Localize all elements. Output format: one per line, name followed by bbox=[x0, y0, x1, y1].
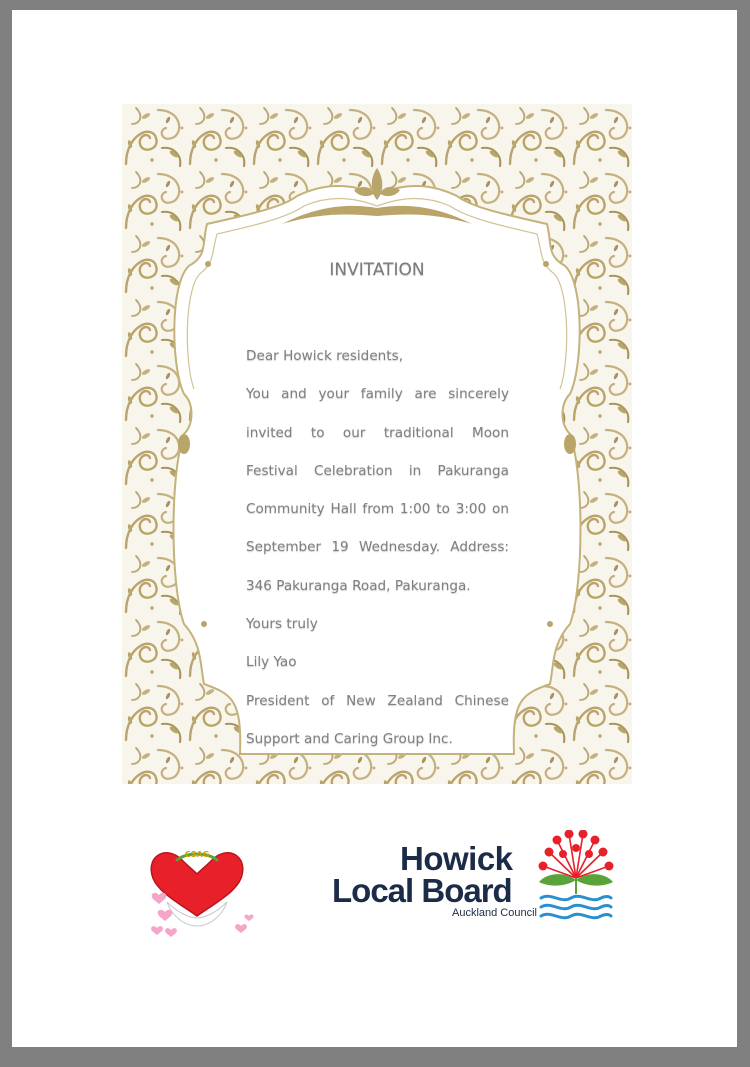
logo-text-auckland-council: Auckland Council bbox=[452, 907, 537, 919]
csag-badge-text: CSAG bbox=[184, 850, 210, 859]
invitation-body bbox=[246, 337, 509, 758]
body-line: Festival Celebration in Pakuranga bbox=[246, 462, 509, 479]
body-line: 346 Pakuranga Road, Pakuranga. bbox=[246, 577, 471, 594]
body-line: You and your family are sincerely bbox=[246, 386, 509, 403]
csag-heart-logo bbox=[137, 840, 257, 950]
salutation: Dear Howick residents, bbox=[246, 348, 404, 364]
body-line: invited to our traditional Moon bbox=[246, 424, 509, 441]
howick-local-board-logo bbox=[332, 825, 622, 930]
body-line: September 19 Wednesday. Address: bbox=[246, 539, 509, 556]
signature-name: Lily Yao bbox=[246, 654, 297, 671]
pohutukawa-flower-icon bbox=[537, 830, 615, 925]
signature-organization: Support and Caring Group Inc. bbox=[246, 730, 453, 747]
invitation-title: INVITATION bbox=[329, 260, 425, 280]
signature-title: President of New Zealand Chinese bbox=[246, 692, 509, 709]
logo-text-howick: Howick bbox=[400, 840, 513, 877]
document-page bbox=[12, 10, 737, 1047]
closing: Yours truly bbox=[246, 616, 318, 633]
logo-text-local-board: Local Board bbox=[332, 872, 512, 909]
body-line: Community Hall from 1:00 to 3:00 on bbox=[246, 501, 509, 518]
